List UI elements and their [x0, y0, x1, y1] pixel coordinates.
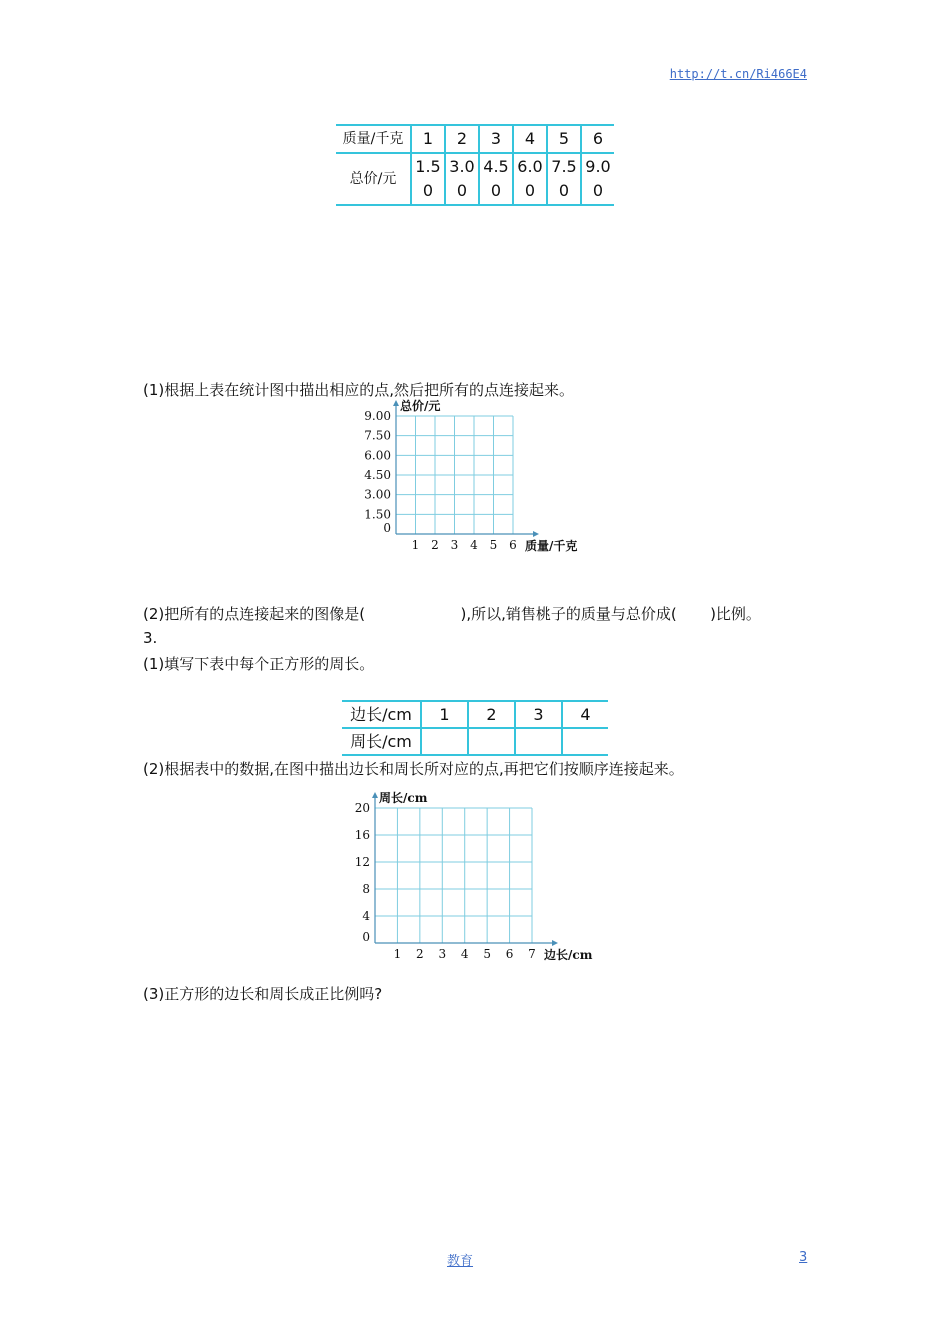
table-cell: 4	[562, 701, 608, 728]
table-cell: 3	[479, 125, 513, 153]
y-tick-label: 4.50	[364, 468, 391, 482]
table-cell: 1	[411, 125, 445, 153]
y-axis-arrow-icon	[372, 792, 378, 798]
y-tick-label: 20	[354, 801, 370, 815]
y-tick-label: 1.50	[364, 507, 391, 522]
table-cell-blank[interactable]	[421, 728, 468, 755]
y-axis-label: 周长/cm	[379, 791, 428, 805]
x-axis-label: 边长/cm	[544, 948, 593, 962]
square-table	[342, 700, 608, 756]
section-3-question-1: (1)填写下表中每个正方形的周长。	[143, 655, 375, 673]
page-number: 3	[799, 1250, 808, 1265]
y-axis-label: 总价/元	[400, 399, 441, 413]
question-2: (2)把所有的点连接起来的图像是( ),所以,销售桃子的质量与总价成( )比例。	[143, 605, 761, 623]
price-table	[336, 124, 614, 206]
table-cell: 3.00	[449, 157, 475, 200]
footer-link[interactable]: 教育	[447, 1254, 474, 1269]
y-tick-label: 3.00	[364, 487, 391, 502]
y-tick-label: 6.00	[364, 448, 391, 463]
y-tick-label: 7.50	[364, 428, 391, 443]
table-cell: 4	[513, 125, 547, 153]
x-tick-label: 7	[528, 947, 536, 961]
x-tick-label: 3	[438, 947, 447, 961]
table-row-label: 边长/cm	[342, 701, 421, 728]
x-tick-label: 4	[460, 947, 469, 961]
y-tick-label: 4	[362, 909, 370, 923]
table-row-label: 总价/元	[349, 171, 397, 187]
section-3-label: 3.	[143, 629, 158, 647]
x-tick-label: 1	[393, 947, 402, 961]
x-tick-label: 2	[431, 538, 439, 552]
table-cell: 5	[547, 125, 581, 153]
x-axis-arrow-icon	[552, 940, 558, 946]
table-cell: 6	[581, 125, 614, 153]
x-tick-label: 5	[489, 538, 498, 552]
table-cell: 1	[421, 701, 468, 728]
y-tick-label: 16	[354, 828, 370, 842]
section-3-question-2: (2)根据表中的数据,在图中描出边长和周长所对应的点,再把它们按顺序连接起来。	[143, 760, 684, 778]
table-cell: 9.00	[585, 157, 611, 200]
table-cell: 3	[515, 701, 562, 728]
table-cell: 7.50	[551, 157, 577, 200]
table-cell: 1.50	[415, 157, 441, 200]
table-row-label: 质量/千克	[336, 125, 411, 153]
x-tick-label: 6	[509, 538, 517, 552]
header-url[interactable]: http://t.cn/Ri466E4	[669, 67, 807, 81]
table-cell: 2	[468, 701, 515, 728]
question-1: (1)根据上表在统计图中描出相应的点,然后把所有的点连接起来。	[143, 381, 575, 399]
table-cell-blank[interactable]	[468, 728, 515, 755]
y-tick-label: 9.00	[364, 409, 391, 423]
table-cell: 6.00	[517, 157, 543, 200]
price-chart	[340, 398, 600, 558]
table-cell-blank[interactable]	[515, 728, 562, 755]
perimeter-chart	[340, 772, 610, 972]
table-cell: 2	[445, 125, 479, 153]
table-cell-blank[interactable]	[562, 728, 608, 755]
x-tick-label: 2	[416, 947, 424, 961]
x-tick-label: 1	[411, 538, 420, 552]
x-tick-label: 6	[505, 947, 514, 961]
x-tick-label: 5	[483, 947, 491, 961]
y-tick-label: 0	[362, 930, 370, 944]
x-axis-arrow-icon	[533, 531, 539, 537]
table-row-label: 周长/cm	[350, 732, 412, 751]
y-tick-label: 0	[383, 521, 391, 535]
x-tick-label: 3	[450, 538, 459, 552]
y-axis-arrow-icon	[393, 400, 399, 406]
y-tick-label: 12	[354, 855, 370, 869]
y-tick-label: 8	[362, 882, 370, 896]
table-cell: 4.50	[483, 157, 509, 200]
x-axis-label: 质量/千克	[525, 539, 578, 553]
section-3-question-3: (3)正方形的边长和周长成正比例吗?	[143, 985, 383, 1003]
x-tick-label: 4	[470, 538, 478, 552]
